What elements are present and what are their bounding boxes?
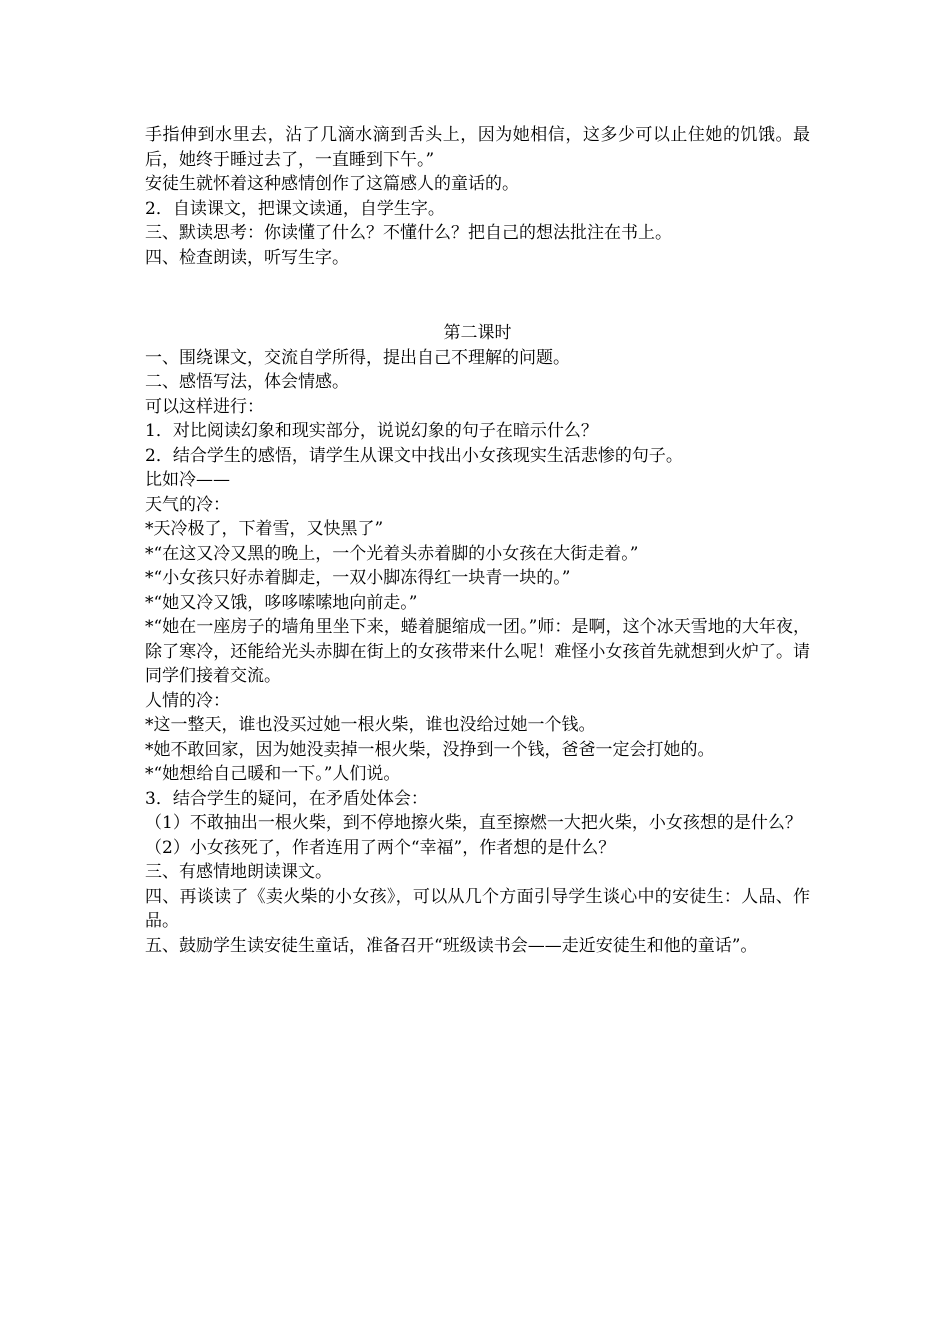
paragraph: 四、检查朗读，听写生字。 bbox=[145, 247, 349, 268]
paragraph: *这一整天，谁也没买过她一根火柴，谁也没给过她一个钱。 bbox=[145, 715, 596, 735]
paragraph: 2．自读课文，把课文读通，自学生字。 bbox=[145, 198, 445, 219]
paragraph: 三、有感情地朗读课文。 bbox=[145, 862, 332, 882]
paragraph: 1．对比阅读幻象和现实部分，说说幻象的句子在暗示什么？ bbox=[145, 421, 598, 441]
paragraph: *“她又冷又饿，哆哆嗦嗦地向前走。” bbox=[145, 592, 418, 613]
paragraph: 2．结合学生的感悟，请学生从课文中找出小女孩现实生活悲惨的句子。 bbox=[145, 445, 683, 466]
paragraph: （2）小女孩死了，作者连用了两个“幸福”，作者想的是什么？ bbox=[145, 837, 616, 858]
paragraph: 三、默读思考：你读懂了什么？不懂什么？把自己的想法批注在书上。 bbox=[145, 223, 672, 243]
paragraph: *“她想给自己暖和一下。”人们说。 bbox=[145, 764, 401, 784]
paragraph: （1）不敢抽出一根火柴，到不停地擦火柴，直至擦燃一大把火柴，小女孩想的是什么？ bbox=[145, 813, 802, 833]
paragraph: 3．结合学生的疑问，在矛盾处体会： bbox=[145, 788, 428, 809]
lesson-heading: 第二课时 bbox=[443, 323, 512, 343]
paragraph: 安徒生就怀着这种感情创作了这篇感人的童话的。 bbox=[145, 174, 519, 194]
paragraph: *“小女孩只好赤着脚走，一双小脚冻得红一块青一块的。” bbox=[145, 568, 571, 588]
paragraph: 天气的冷： bbox=[145, 494, 230, 515]
paragraph: 五、鼓励学生读安徒生童话，准备召开“班级读书会——走近安徒生和他的童话”。 bbox=[145, 935, 758, 956]
paragraph: 手指伸到水里去，沾了几滴水滴到舌头上，因为她相信，这多少可以止住她的饥饿。最后，她终于睡过去了，一直睡到下午。” bbox=[145, 125, 810, 170]
paragraph: 可以这样进行： bbox=[145, 396, 264, 417]
section-spacer bbox=[145, 270, 810, 321]
paragraph: *她不敢回家，因为她没卖掉一根火柴，没挣到一个钱，爸爸一定会打她的。 bbox=[145, 739, 715, 760]
paragraph: 二、感悟写法，体会情感。 bbox=[145, 372, 349, 392]
paragraph: 四、再谈读了《卖火柴的小女孩》，可以从几个方面引导学生谈心中的安徒生：人品、作品。 bbox=[145, 886, 810, 931]
paragraph: *“她在一座房子的墙角里坐下来，蜷着腿缩成一团。”师：是啊，这个冰天雪地的大年夜，除了寒冷，还能给光头赤脚在街上的女孩带来什么呢！难怪小女孩首先就想到火炉了。请同学们接着交流。 bbox=[145, 617, 810, 686]
paragraph: 一、围绕课文，交流自学所得，提出自己不理解的问题。 bbox=[145, 347, 570, 368]
paragraph: 人情的冷： bbox=[145, 690, 230, 711]
paragraph: *“在这又冷又黑的晚上，一个光着头赤着脚的小女孩在大街走着。” bbox=[145, 543, 639, 564]
paragraph: *天冷极了，下着雪，又快黑了” bbox=[145, 519, 384, 539]
document-body bbox=[145, 123, 810, 958]
paragraph: 比如冷—— bbox=[145, 470, 230, 490]
